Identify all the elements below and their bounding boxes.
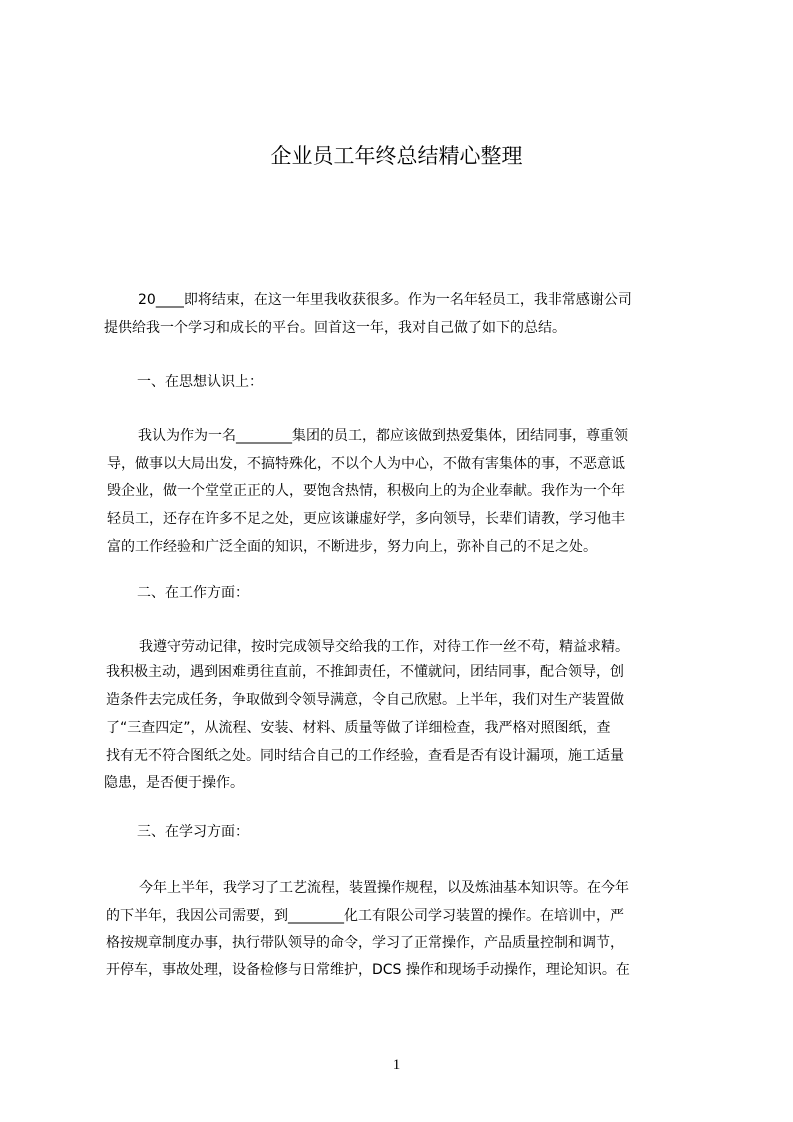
paragraph-line: 今年上半年，我学习了工艺流程，装置操作规程，以及炼油基本知识等。在今年 [139,880,629,896]
section-heading-thinking: 一、在思想认识上： [137,374,263,390]
paragraph-line: 找有无不符合图纸之处。同时结合自己的工作经验，查看是否有设计漏项，施工适量 [106,748,624,764]
paragraph-line: 开停车，事故处理，设备检修与日常维护，DCS 操作和现场手动操作，理论知识。在 [106,962,630,978]
paragraph-line: 格按规章制度办事，执行带队领导的命令，学习了正常操作，产品质量控制和调节， [106,935,624,951]
section-heading-study: 三、在学习方面： [137,824,249,840]
paragraph-line: 我遵守劳动记律，按时完成领导交给我的工作，对待工作一丝不苟，精益求精。 [139,639,629,655]
paragraph-line: 我认为作为一名________集团的员工，都应该做到热爱集体，团结同事，尊重领 [138,428,628,444]
paragraph-line: 富的工作经验和广泛全面的知识，不断进步，努力向上，弥补自己的不足之处。 [107,539,597,555]
paragraph-line: 导，做事以大局出发，不搞特殊化，不以个人为中心，不做有害集体的事，不恶意诋 [107,456,625,472]
section-heading-work: 二、在工作方面： [137,585,249,601]
document-title: 企业员工年终总结精心整理 [270,144,523,168]
page-number: 1 [392,1057,401,1073]
intro-line-2: 提供给我一个学习和成长的平台。回首这一年，我对自己做了如下的总结。 [104,320,566,336]
paragraph-line: 隐患，是否便于操作。 [104,775,244,791]
paragraph-line: 我积极主动，遇到困难勇往直前，不推卸责任，不懂就问，团结同事，配合领导，创 [106,664,624,680]
paragraph-line: 轻员工，还存在许多不足之处，更应该谦虚好学，多向领导，长辈们请教，学习他丰 [107,511,625,527]
paragraph-line: 造条件去完成任务，争取做到令领导满意，令自己欣慰。上半年，我们对生产装置做 [106,692,624,708]
paragraph-line: 毁企业，做一个堂堂正正的人，要饱含热情，积极向上的为企业奉献。我作为一个年 [107,483,625,499]
paragraph-line: 了“三查四定”，从流程、安装、材料、质量等做了详细检查，我严格对照图纸，查 [106,720,611,736]
intro-line-1: 20____即将结束，在这一年里我收获很多。作为一名年轻员工，我非常感谢公司 [138,292,632,308]
paragraph-line: 的下半年，我因公司需要，到________化工有限公司学习装置的操作。在培训中，严 [106,908,624,924]
